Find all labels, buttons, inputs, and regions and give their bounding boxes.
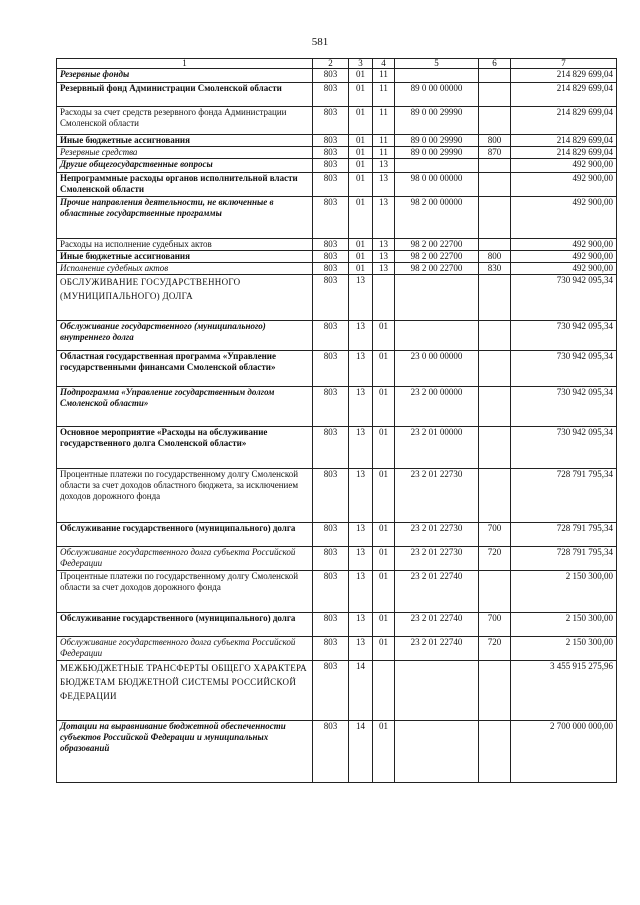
row-target-article-cell: 23 2 01 22730 — [395, 523, 479, 547]
row-section-cell: 01 — [349, 159, 373, 173]
table-row — [57, 721, 617, 783]
table-row — [57, 547, 617, 571]
table-row — [57, 239, 617, 251]
row-amount-cell: 214 829 699,04 — [511, 107, 617, 135]
row-section-cell: 13 — [349, 427, 373, 469]
row-code-cell: 803 — [313, 637, 349, 661]
row-subsection-cell: 13 — [373, 159, 395, 173]
header-col-2: 2 — [313, 59, 349, 69]
row-name-cell: Процентные платежи по государственному долгу Смоленской области за счет доходов областного бюджета, за исключением доходов дорожного фонда — [57, 469, 313, 523]
row-expense-type-cell — [479, 351, 511, 387]
row-amount-cell: 492 900,00 — [511, 251, 617, 263]
row-amount-cell: 730 942 095,34 — [511, 321, 617, 351]
row-code-cell: 803 — [313, 275, 349, 321]
row-amount-cell: 492 900,00 — [511, 173, 617, 197]
row-expense-type-cell: 720 — [479, 547, 511, 571]
row-section-cell: 01 — [349, 135, 373, 147]
row-code-cell: 803 — [313, 159, 349, 173]
row-amount-cell: 730 942 095,34 — [511, 275, 617, 321]
row-subsection-cell: 13 — [373, 251, 395, 263]
row-target-article-cell: 89 0 00 29990 — [395, 107, 479, 135]
row-name-cell: Обслуживание государственного долга субъекта Российской Федерации — [57, 637, 313, 661]
row-subsection-cell: 01 — [373, 571, 395, 613]
row-code-cell: 803 — [313, 387, 349, 427]
row-name-cell: Обслуживание государственного (муниципального) долга — [57, 613, 313, 637]
row-code-cell: 803 — [313, 173, 349, 197]
table-row — [57, 469, 617, 523]
row-target-article-cell — [395, 321, 479, 351]
row-expense-type-cell — [479, 83, 511, 107]
row-code-cell: 803 — [313, 251, 349, 263]
row-target-article-cell: 23 2 01 22740 — [395, 571, 479, 613]
row-name-cell: Иные бюджетные ассигнования — [57, 135, 313, 147]
row-section-cell: 13 — [349, 321, 373, 351]
row-subsection-cell: 01 — [373, 637, 395, 661]
row-name-cell: Прочие направления деятельности, не включенные в областные государственные программы — [57, 197, 313, 239]
row-section-cell: 01 — [349, 173, 373, 197]
row-amount-cell: 2 700 000 000,00 — [511, 721, 617, 783]
row-amount-cell: 2 150 300,00 — [511, 571, 617, 613]
row-section-cell: 13 — [349, 547, 373, 571]
row-expense-type-cell — [479, 469, 511, 523]
table-row — [57, 351, 617, 387]
row-amount-cell: 2 150 300,00 — [511, 637, 617, 661]
row-target-article-cell: 23 2 01 22730 — [395, 547, 479, 571]
row-name-cell: Резервные фонды — [57, 69, 313, 83]
row-subsection-cell: 11 — [373, 83, 395, 107]
row-name-cell: Основное мероприятие «Расходы на обслуживание государственного долга Смоленской области» — [57, 427, 313, 469]
row-expense-type-cell — [479, 571, 511, 613]
row-expense-type-cell — [479, 321, 511, 351]
table-row — [57, 661, 617, 721]
row-amount-cell: 728 791 795,34 — [511, 469, 617, 523]
row-section-cell: 13 — [349, 275, 373, 321]
row-name-cell: Областная государственная программа «Управление государственными финансами Смоленской области» — [57, 351, 313, 387]
table-row — [57, 263, 617, 275]
row-target-article-cell: 98 2 00 22700 — [395, 263, 479, 275]
row-target-article-cell: 23 2 00 00000 — [395, 387, 479, 427]
row-amount-cell: 730 942 095,34 — [511, 427, 617, 469]
row-code-cell: 803 — [313, 69, 349, 83]
row-amount-cell: 728 791 795,34 — [511, 547, 617, 571]
header-col-1: 1 — [57, 59, 313, 69]
table-row — [57, 173, 617, 197]
table-row — [57, 147, 617, 159]
row-name-cell: Обслуживание государственного долга субъекта Российской Федерации — [57, 547, 313, 571]
table-row — [57, 83, 617, 107]
header-col-3: 3 — [349, 59, 373, 69]
row-code-cell: 803 — [313, 147, 349, 159]
row-amount-cell: 214 829 699,04 — [511, 69, 617, 83]
row-section-cell: 13 — [349, 387, 373, 427]
row-amount-cell: 214 829 699,04 — [511, 83, 617, 107]
row-name-cell: Дотации на выравнивание бюджетной обеспеченности субъектов Российской Федерации и муниципальных образований — [57, 721, 313, 783]
row-subsection-cell: 01 — [373, 721, 395, 783]
row-section-cell: 01 — [349, 251, 373, 263]
row-subsection-cell: 13 — [373, 263, 395, 275]
row-expense-type-cell — [479, 69, 511, 83]
row-code-cell: 803 — [313, 263, 349, 275]
row-name-cell: Непрограммные расходы органов исполнительной власти Смоленской области — [57, 173, 313, 197]
row-subsection-cell: 11 — [373, 135, 395, 147]
row-target-article-cell: 98 2 00 22700 — [395, 251, 479, 263]
row-section-cell: 13 — [349, 637, 373, 661]
row-name-cell: Расходы на исполнение судебных актов — [57, 239, 313, 251]
row-section-cell: 01 — [349, 239, 373, 251]
table-row — [57, 251, 617, 263]
row-code-cell: 803 — [313, 613, 349, 637]
row-expense-type-cell: 830 — [479, 263, 511, 275]
row-section-cell: 13 — [349, 523, 373, 547]
row-name-cell: Подпрограмма «Управление государственным долгом Смоленской области» — [57, 387, 313, 427]
row-target-article-cell — [395, 275, 479, 321]
table-row — [57, 387, 617, 427]
row-section-cell: 01 — [349, 83, 373, 107]
row-expense-type-cell — [479, 661, 511, 721]
row-section-cell: 14 — [349, 721, 373, 783]
row-expense-type-cell — [479, 197, 511, 239]
row-name-cell: Резервные средства — [57, 147, 313, 159]
row-name-cell: МЕЖБЮДЖЕТНЫЕ ТРАНСФЕРТЫ ОБЩЕГО ХАРАКТЕРА БЮДЖЕТАМ БЮДЖЕТНОЙ СИСТЕМЫ РОССИЙСКОЙ ФЕДЕРАЦИИ — [57, 661, 313, 721]
row-code-cell: 803 — [313, 523, 349, 547]
row-amount-cell: 492 900,00 — [511, 159, 617, 173]
row-amount-cell: 2 150 300,00 — [511, 613, 617, 637]
row-section-cell: 13 — [349, 571, 373, 613]
row-subsection-cell: 11 — [373, 147, 395, 159]
row-code-cell: 803 — [313, 469, 349, 523]
row-subsection-cell: 01 — [373, 321, 395, 351]
page-number: 581 — [311, 36, 329, 48]
table-header-row — [57, 59, 617, 69]
row-expense-type-cell: 720 — [479, 637, 511, 661]
row-expense-type-cell: 800 — [479, 251, 511, 263]
row-target-article-cell: 98 2 00 00000 — [395, 197, 479, 239]
table-row — [57, 275, 617, 321]
row-target-article-cell: 89 0 00 00000 — [395, 83, 479, 107]
budget-table — [56, 58, 617, 783]
table-row — [57, 427, 617, 469]
header-col-6: 6 — [479, 59, 511, 69]
row-expense-type-cell — [479, 107, 511, 135]
row-section-cell: 13 — [349, 469, 373, 523]
row-subsection-cell: 13 — [373, 239, 395, 251]
row-name-cell: Расходы за счет средств резервного фонда Администрации Смоленской области — [57, 107, 313, 135]
row-name-cell: Обслуживание государственного (муниципального) долга — [57, 523, 313, 547]
row-subsection-cell: 01 — [373, 469, 395, 523]
row-amount-cell: 214 829 699,04 — [511, 135, 617, 147]
row-amount-cell: 492 900,00 — [511, 197, 617, 239]
row-amount-cell: 730 942 095,34 — [511, 387, 617, 427]
row-target-article-cell: 98 2 00 22700 — [395, 239, 479, 251]
row-amount-cell: 728 791 795,34 — [511, 523, 617, 547]
row-expense-type-cell: 870 — [479, 147, 511, 159]
row-subsection-cell: 01 — [373, 613, 395, 637]
row-section-cell: 14 — [349, 661, 373, 721]
row-subsection-cell: 13 — [373, 197, 395, 239]
row-amount-cell: 3 455 915 275,96 — [511, 661, 617, 721]
row-expense-type-cell — [479, 239, 511, 251]
row-target-article-cell: 23 2 01 22740 — [395, 613, 479, 637]
row-expense-type-cell — [479, 427, 511, 469]
row-section-cell: 01 — [349, 107, 373, 135]
row-code-cell: 803 — [313, 547, 349, 571]
table-row — [57, 571, 617, 613]
table-row — [57, 135, 617, 147]
row-section-cell: 01 — [349, 69, 373, 83]
row-expense-type-cell — [479, 387, 511, 427]
row-expense-type-cell — [479, 173, 511, 197]
table-row — [57, 613, 617, 637]
table-row — [57, 637, 617, 661]
row-name-cell: Обслуживание государственного (муниципального) внутреннего долга — [57, 321, 313, 351]
header-col-4: 4 — [373, 59, 395, 69]
row-code-cell: 803 — [313, 197, 349, 239]
row-name-cell: Процентные платежи по государственному долгу Смоленской области за счет доходов дорожного фонда — [57, 571, 313, 613]
row-code-cell: 803 — [313, 107, 349, 135]
row-expense-type-cell: 700 — [479, 523, 511, 547]
row-subsection-cell: 01 — [373, 547, 395, 571]
row-code-cell: 803 — [313, 571, 349, 613]
table-row — [57, 107, 617, 135]
table-row — [57, 321, 617, 351]
row-code-cell: 803 — [313, 427, 349, 469]
row-code-cell: 803 — [313, 321, 349, 351]
row-target-article-cell: 23 2 01 22730 — [395, 469, 479, 523]
row-expense-type-cell — [479, 721, 511, 783]
row-section-cell: 01 — [349, 263, 373, 275]
row-section-cell: 13 — [349, 613, 373, 637]
row-section-cell: 01 — [349, 197, 373, 239]
row-subsection-cell: 01 — [373, 427, 395, 469]
row-name-cell: Резервный фонд Администрации Смоленской области — [57, 83, 313, 107]
row-code-cell: 803 — [313, 135, 349, 147]
row-code-cell: 803 — [313, 661, 349, 721]
row-name-cell: Исполнение судебных актов — [57, 263, 313, 275]
row-subsection-cell: 11 — [373, 107, 395, 135]
row-target-article-cell: 98 0 00 00000 — [395, 173, 479, 197]
row-expense-type-cell: 800 — [479, 135, 511, 147]
row-section-cell: 13 — [349, 351, 373, 387]
row-section-cell: 01 — [349, 147, 373, 159]
table-row — [57, 197, 617, 239]
row-subsection-cell: 11 — [373, 69, 395, 83]
row-target-article-cell — [395, 721, 479, 783]
row-name-cell: Иные бюджетные ассигнования — [57, 251, 313, 263]
row-target-article-cell: 23 0 00 00000 — [395, 351, 479, 387]
row-target-article-cell: 89 0 00 29990 — [395, 135, 479, 147]
row-name-cell: Другие общегосударственные вопросы — [57, 159, 313, 173]
row-amount-cell: 492 900,00 — [511, 263, 617, 275]
row-amount-cell: 492 900,00 — [511, 239, 617, 251]
row-subsection-cell: 01 — [373, 351, 395, 387]
table-row — [57, 69, 617, 83]
table-row — [57, 523, 617, 547]
row-subsection-cell: 01 — [373, 387, 395, 427]
row-expense-type-cell: 700 — [479, 613, 511, 637]
row-subsection-cell — [373, 275, 395, 321]
row-subsection-cell: 01 — [373, 523, 395, 547]
row-subsection-cell: 13 — [373, 173, 395, 197]
row-code-cell: 803 — [313, 239, 349, 251]
row-target-article-cell — [395, 159, 479, 173]
row-target-article-cell — [395, 661, 479, 721]
header-col-7: 7 — [511, 59, 617, 69]
row-code-cell: 803 — [313, 83, 349, 107]
row-code-cell: 803 — [313, 351, 349, 387]
row-name-cell: ОБСЛУЖИВАНИЕ ГОСУДАРСТВЕННОГО (МУНИЦИПАЛЬНОГО) ДОЛГА — [57, 275, 313, 321]
header-col-5: 5 — [395, 59, 479, 69]
row-expense-type-cell — [479, 275, 511, 321]
row-target-article-cell: 23 2 01 00000 — [395, 427, 479, 469]
row-target-article-cell: 23 2 01 22740 — [395, 637, 479, 661]
row-target-article-cell — [395, 69, 479, 83]
row-expense-type-cell — [479, 159, 511, 173]
row-amount-cell: 214 829 699,04 — [511, 147, 617, 159]
row-code-cell: 803 — [313, 721, 349, 783]
row-amount-cell: 730 942 095,34 — [511, 351, 617, 387]
row-subsection-cell — [373, 661, 395, 721]
row-target-article-cell: 89 0 00 29990 — [395, 147, 479, 159]
table-row — [57, 159, 617, 173]
